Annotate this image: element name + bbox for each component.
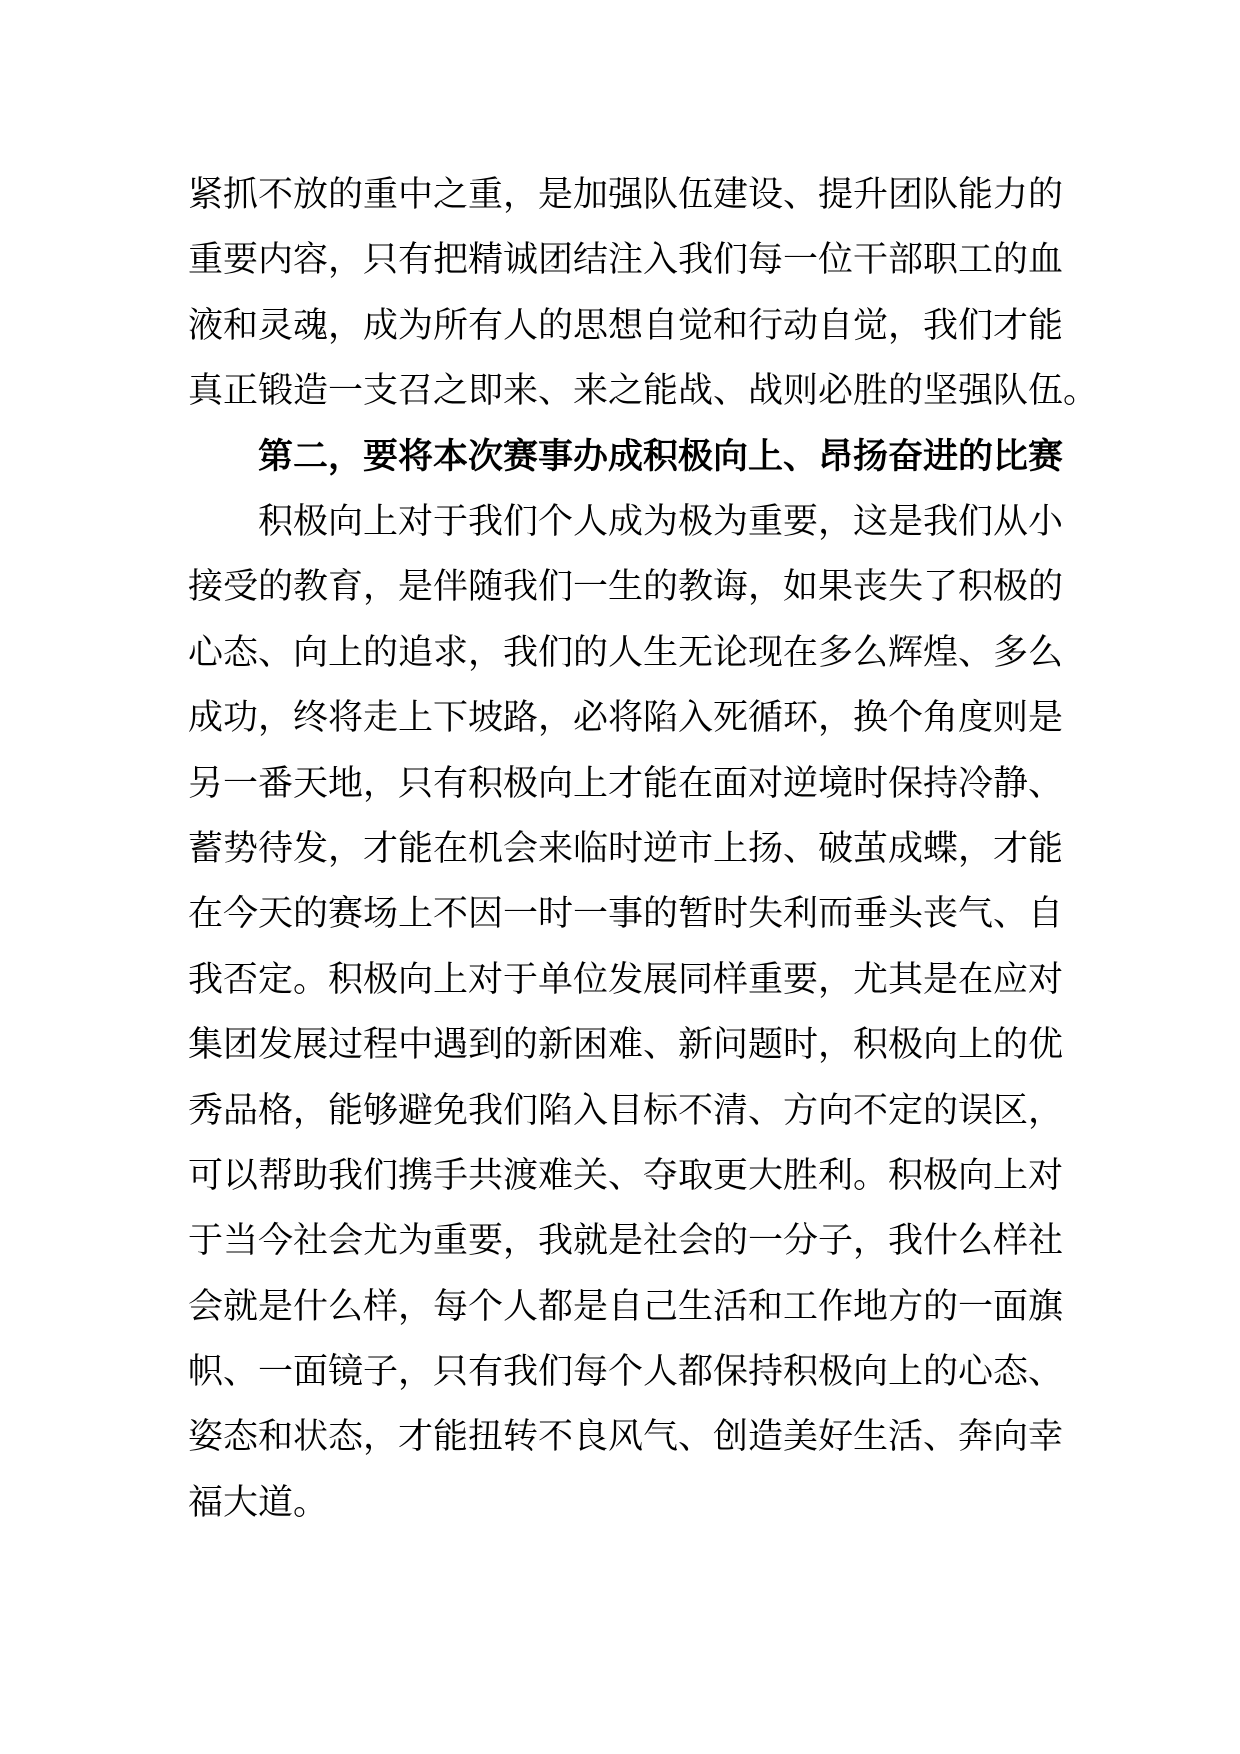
paragraph-line: 真正锻造一支召之即来、来之能战、战则必胜的坚强队伍。: [188, 371, 1099, 412]
paragraph-line: 可以帮助我们携手共渡难关、夺取更大胜利。积极向上对: [188, 1155, 1064, 1196]
paragraph-line: 接受的教育，是伴随我们一生的教诲，如果丧失了积极的: [188, 567, 1064, 608]
paragraph-line: 心态、向上的追求，我们的人生无论现在多么辉煌、多么: [188, 632, 1064, 673]
paragraph-line: 福大道。: [188, 1482, 329, 1523]
paragraph-line: 在今天的赛场上不因一时一事的暂时失利而垂头丧气、自: [188, 894, 1064, 935]
paragraph-line: 我否定。积极向上对于单位发展同样重要，尤其是在应对: [188, 959, 1064, 1000]
paragraph-line: 于当今社会尤为重要，我就是社会的一分子，我什么样社: [188, 1221, 1064, 1262]
continuation-paragraph: [188, 163, 1099, 425]
main-paragraph: [188, 490, 1064, 1536]
paragraph-line: 液和灵魂，成为所有人的思想自觉和行动自觉，我们才能: [188, 305, 1064, 346]
paragraph-line: 另一番天地，只有积极向上才能在面对逆境时保持冷静、: [188, 763, 1064, 804]
paragraph-line: 紧抓不放的重中之重，是加强队伍建设、提升团队能力的: [188, 175, 1064, 215]
paragraph-line: 秀品格，能够避免我们陷入目标不清、方向不定的误区，: [188, 1090, 1064, 1131]
paragraph-line: 集团发展过程中遇到的新困难、新问题时，积极向上的优: [188, 1025, 1064, 1066]
paragraph-line: 蓄势待发，才能在机会来临时逆市上扬、破茧成蝶，才能: [188, 828, 1064, 869]
section-heading: [188, 425, 1064, 490]
paragraph-line: 重要内容，只有把精诚团结注入我们每一位干部职工的血: [188, 240, 1064, 281]
paragraph-line: 会就是什么样，每个人都是自己生活和工作地方的一面旗: [188, 1286, 1064, 1327]
paragraph-line: 姿态和状态，才能扭转不良风气、创造美好生活、奔向幸: [188, 1417, 1064, 1458]
paragraph-line: 积极向上对于我们个人成为极为重要，这是我们从小: [258, 502, 1064, 542]
paragraph-line: 成功，终将走上下坡路，必将陷入死循环，换个角度则是: [188, 698, 1064, 739]
section-heading-text: 第二，要将本次赛事办成积极向上、昂扬奋进的比赛: [258, 437, 1064, 477]
paragraph-line: 帜、一面镜子，只有我们每个人都保持积极向上的心态、: [188, 1352, 1064, 1393]
